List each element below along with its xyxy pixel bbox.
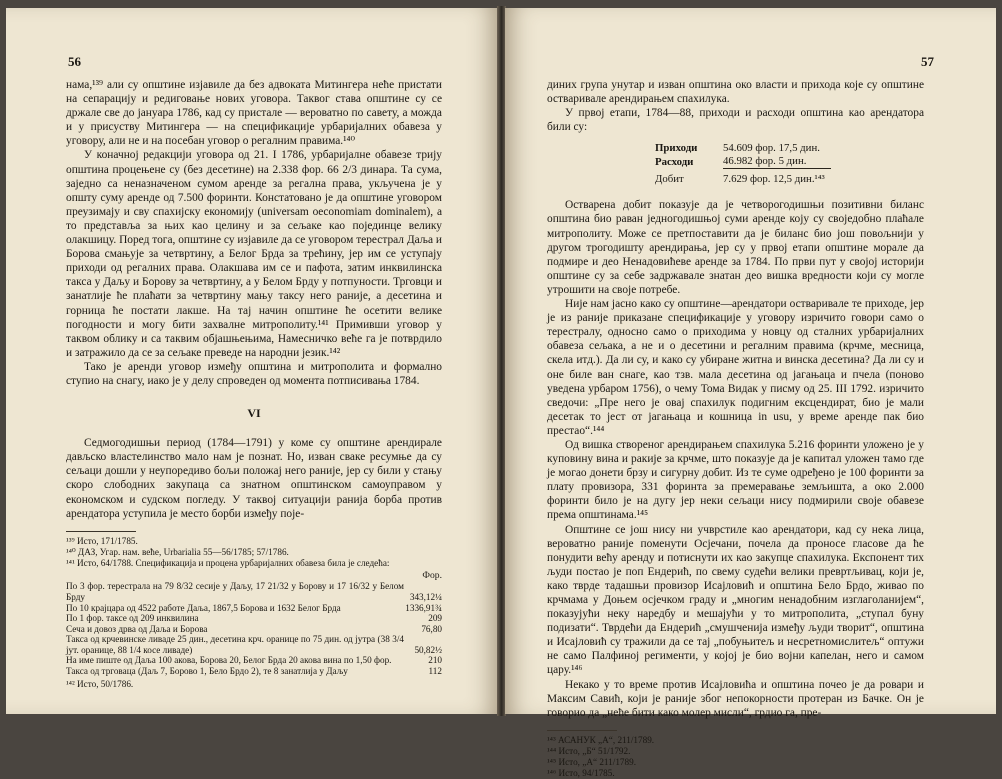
footnote: ¹⁴⁰ ДАЗ, Угар. нам. веће, Urbarialia 55—56/1785; 57/1786. [66,546,289,557]
paragraph: Седмогодишњи период (1784—1791) у коме су општине арендирале дављско властелинство мало нам је познат. Но, изван сваке ресумње да су сељаци дошли у неупоредиво бољи положај него раније, јер су били у стању скоро слободних закупаца са знатном општинском самоуправом у економском и судском погледу. У таквој ситуацији ранија борба против арендатора уступила је место борби између поје- [66,437,442,520]
income-label: Приходи [655,142,698,155]
footnote: ¹⁴⁴ Исто, „Б“ 51/1792. [547,745,631,756]
page-number: 57 [921,54,934,69]
footnote-table-row: По 1 фор. таксе од 209 инквилина 209 [66,613,442,624]
paragraph: нама,¹³⁹ али су општине изјавиле да без адвоката Митингера неће пристати на сепарацију и редиговање нових уговора. Таквог става општине су се држале све до јануара 1786, кад су пристале — вероватно по савету, а можда и у присуству Митингера — на спецификације урбаријалних обавеза у уговору, али не и на посебан уговор о регалним правима.¹⁴⁰ [66,79,442,148]
page-number: 56 [68,54,81,69]
expense-label: Расходи [655,155,694,168]
footnote-table-row: Такса од крчевинске ливаде 25 дин., десетина крч. оранице по 75 дин. од јутра (38 3/4 јут. оранице, 88 1/4 косе ливаде) 50,82½ [66,634,442,655]
footnote-divider [66,531,136,532]
income-value: 54.609 фор. 17,5 дин. [723,142,820,155]
footnote-divider [547,730,617,731]
footnote-table-header: Фор. [422,569,442,581]
footnote-table-row: На име пиште од Даља 100 акова, Борова 20, Белог Брда 20 акова вина по 1,50 фор. 210 [66,655,442,666]
paragraph: Тако је аренди уговор између општина и митрополита и формално ступио на снагу, иако је у делу спроведен од момента потписивања 1784. [66,360,442,387]
profit-value: 7.629 фор. 12,5 дин.¹⁴³ [723,173,825,186]
footnote: ¹⁴³ АСАНУК „А“, 211/1789. [547,734,655,745]
paragraph: Општине се још нису ни учврстиле као арендатори, кад су нека лица, вероватно раније поменути Осјечани, почела да проносе гласове да ће понудити већу аренду и потиснути их као закупце спахилука. Експонент тих људи постао је поп Ендерић, по свему судећи велики превртљивац, који је, како тврде тадашњи провизор Исајловић и општина Бело Брдо, живао по крчмама у Доњем осјечком граду и „многим ненадобним изглаголанијем“, показујући неку наредбу и мешајући у то митрополита, „ступал буну подизати“. Тврдећи да Ендерић „смушченија између људи творит“, општина и Исајловић су тражили да се тај „побуњитељ и несретномислитељ“ оптужи не само Палфиној регименти, у којој је био војни капелан, него и самом цару.¹⁴⁶ [547,523,924,677]
paragraph: Некако у то време против Исајловића и општина почео је да ровари и Максим Савић, који је раније због непокорности протеран из Бачке. Он је говорио да „неће бити како молер мисли“, грдио га, пре- [547,678,924,719]
profit-label: Добит [655,173,684,186]
paragraph: Остварена добит показује да је четворогодишњи позитивни биланс општина био раван једногодишњој суми аренде коју су своједобно плаћале митрополиту. Може се претпоставити да је биланс био још повољнији у другом трогодишту арендирања, јер су у првој етапи општине морале да подмире и део Ненадовићеве аренде за 1784. По први пут у својој историји општине су за себе задржавале знатан део вишка вредности који су могле утрошити на своје потребе. [547,199,924,296]
left-page [6,8,498,714]
paragraph: диних група унутар и изван општина око власти и прихода које су општине остваривале арендирањем спахилука. [547,79,924,106]
paragraph: У коначној редакцији уговора од 21. I 1786, урбаријалне обавезе трију општина процењене су (без десетине) на 2.338 фор. 66 2/3 динара. Та сума, заједно са неназначеном сумом аренде за регална права, укључена је у општу суму аренде од 7.500 форинти. Констатовано је да општине уговором преузимају и сву спахијску економију (universam oeconomiam dominalem), а то представља за њих као целину и за сељаке као појединце велику олакшицу. Поред тога, општине су изјавиле да се уговором терестрал Даља и Борова смањује за четвртину, а Белог Брда за трећину, јер им се уступају приходи од регалних права. Олакшава им се и пафота, затим инквилинска такса у Даљу и Борову за четвртину, а у Белом Брду у потпуности. Трговци и занатлије ће плаћати за четвртину мању таксу него раније, а десетина и горница ће постати лакше. На тај начин општине ће осетити велике погодности и могу бити захвалне митрополиту.¹⁴¹ Примивши уговор у таквом облику и са таквим објашњењима, Намесничко веће га је потврдило и затражило да се за сељаке преведе на народни језик.¹⁴² [66,149,442,359]
expense-value: 46.982 фор. 5 дин. [723,155,831,169]
footnote: ¹³⁹ Исто, 171/1785. [66,535,138,546]
paragraph: У првој етапи, 1784—88, приходи и расходи општина као арендатора били су: [547,107,924,134]
footnote-table-row: Сеча и довоз дрва од Даља и Борова 76,80 [66,623,442,634]
footnote-table-row: По 3 фор. терестрала на 79 8/32 сесије у Даљу, 17 21/32 у Борову и 17 16/32 у Белом Брду 343,12¼ [66,581,442,602]
footnote-table [66,571,442,677]
footnote: ¹⁴² Исто, 50/1786. [66,678,134,689]
footnote: ¹⁴¹ Исто, 64/1788. Спецификација и процена урбаријалних обавеза била је следећа: [66,557,390,568]
footnote: ¹⁴⁶ Исто, 94/1785. [547,767,615,778]
footnote-table-row: Такса од трговаца (Даљ 7, Борово 1, Бело Брдо 2), те 8 занатлија у Даљу 112 [66,666,442,677]
paragraph: Од вишка створеног арендирањем спахилука 5.216 форинти уложено је у куповину вина и ракије за крчме, што показује да је капитал уложен тамо где је могао донети брзу и сигурну добит. Из те суме одређено је 100 форинти за плату провизора, 331 форинта за премеравање земљишта, а око 2.000 форинти било је на дугу јер неки сељаци нису подмирили своје обавезе према општинама.¹⁴⁵ [547,438,924,522]
income-expense-table [655,142,831,186]
footnote-table-row: По 10 крајцара од 4522 работе Даља, 1867,5 Борова и 1632 Белог Брда 1336,91¾ [66,602,442,613]
footnote: ¹⁴⁵ Исто, „А“ 211/1789. [547,756,637,767]
left-page-body [66,78,442,690]
right-page [505,8,996,778]
paragraph: Није нам јасно како су општине—арендатори остваривале те приходе, јер је из раније приказане спецификације у уговору изричито говори само о терестралу, односно само о приходима у новцу од сталних урбаријалних обавеза сељака, а не и о десетини и регалним правима (крчме, месница, скела итд.). Да ли су, и како су убиране житна и винска десетина? Да ли су и оне биле ван снаге, као тзв. мала десетина од јагањаца и пчела (поново уведена урбаром 1756), о чему Тома Видак у писму од 25. III 1792. изричито сведочи: „Пре него је овај спахилук подигним ексцендират, био је мали десетак то јест от јагањаца и кошница in usu, у време аренде пак био престао“.¹⁴⁴ [547,298,924,437]
right-page-body [547,78,924,779]
section-heading: VI [247,406,261,421]
